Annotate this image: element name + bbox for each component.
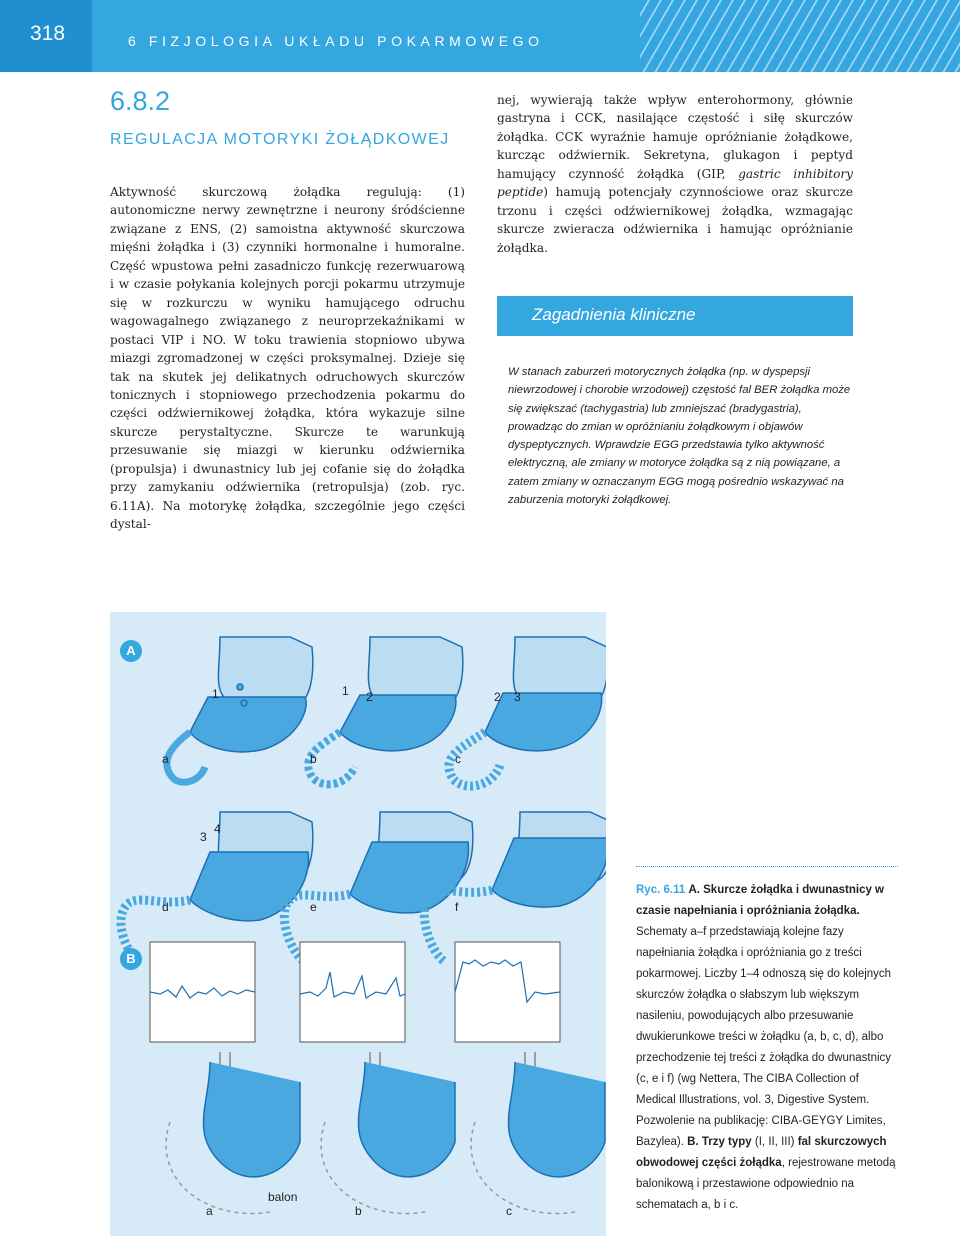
contraction-number: 4: [214, 822, 221, 836]
clinical-box-text: W stanach zaburzeń motorycznych żołądka (np. w dyspepsji niewrzodowej i chorobie wrzodowej) częstość fal BER żołądka może się zwiększać (tachygastria) lub zmniejszać (bradygastria), prowadząc do zmian w opróżnianiu żołądkowym i objawów dyspeptycznych. Wprawdzie EGG przedstawia tylko aktywność elektryczną, ale zmiany w motoryce żołądka są z nią powiązane, a zatem zmiany w oznaczanym EGG mogą pośrednio wskazywać na zaburzenia motoryki żołądkowej.: [508, 366, 851, 507]
clinical-box-title: Zagadnienia kliniczne: [532, 305, 696, 324]
chapter-title: 6 FIZJOLOGIA UKŁADU POKARMOWEGO: [128, 33, 544, 49]
panel-a-badge: A: [120, 640, 142, 662]
label-e-row2: e: [310, 900, 317, 914]
label-a-row1: a: [162, 752, 169, 766]
caption-b-mid: (I, II, III): [751, 1136, 798, 1148]
stomach-c: [449, 637, 606, 786]
stomach-b: [308, 637, 463, 784]
body-text-right: [497, 91, 853, 257]
header-band: [0, 0, 960, 72]
section-number: 6.8.2: [110, 86, 171, 116]
recording-c: [455, 942, 560, 1082]
contraction-number: 1: [342, 684, 349, 698]
label-balloon: balon: [268, 1190, 298, 1204]
lower-stomach-b: [321, 1062, 455, 1214]
contraction-number: 2: [366, 690, 373, 704]
label-b-row1: b: [310, 752, 317, 766]
caption-rule: [636, 866, 898, 867]
panel-b-badge: B: [120, 948, 142, 970]
caption-a-text: Schematy a–f przedstawiają kolejne fazy napełniania żołądka i opróżniania go z treści pokarmowej. Liczby 1–4 odnoszą się do kolejnych skurczów żołądka o słabszym lub większym nasileniu, powodujących albo przesuwanie dwukierunkowe treści w żołądku (a, b, c, d), albo przechodzenie tej treści z żołądka do dwunastnicy (c, e i f) (wg Nettera, The CIBA Collection of Medical Illustrations, vol. 3, Digestive System. Pozwolenie na publikację: CIBA-GEYGY Limites, Bazylea).: [636, 926, 892, 1148]
caption-b-title: Trzy typy: [701, 1136, 752, 1148]
body-text-left: [110, 183, 465, 534]
recording-b: [300, 942, 405, 1082]
caption-b-label: B.: [687, 1136, 699, 1148]
paragraph-hormones-b: ) hamują potencjały czynnościowe oraz skurcze trzonu i części odźwiernikowej żołądka, wzmagając skurcze zwieracza odźwiernika i hamując opróżnianie żołądka.: [497, 185, 853, 255]
stomach-a: [167, 637, 313, 782]
recording-a: [150, 942, 255, 1082]
label-c-row1: c: [455, 752, 461, 766]
contraction-number: 1: [212, 687, 219, 701]
label-d-row2: d: [162, 900, 169, 914]
clinical-box-header: [497, 296, 853, 336]
contraction-number: 3: [200, 830, 207, 844]
caption-b-title2: fal skurczowych obwodowej części żołądka: [636, 1136, 887, 1169]
label-c-panel-b: c: [506, 1204, 512, 1218]
lower-stomach-c: [471, 1062, 605, 1214]
contraction-number: 2: [494, 690, 501, 704]
figure-panel: [110, 612, 606, 1236]
label-f-row2: f: [455, 900, 459, 914]
caption-a-title: Skurcze żołądka i dwunastnicy w czasie napełniania i opróżniania żołądka.: [636, 884, 885, 917]
label-a-panel-b: a: [206, 1204, 213, 1218]
label-b-panel-b: b: [355, 1204, 362, 1218]
caption-b-text: , rejestrowane metodą balonikową i przestawione odpowiednio na schematach a, b i c.: [636, 1157, 896, 1211]
paragraph-hormones-a: nej, wywierają także wpływ enterohormony, głównie gastryna i CCK, nasilające częstość i siłę skurczów żołądka. CCK wyraźnie hamuje opróżnianie żołądkowe, kurcząc odźwiernik. Sekretyna, glukagon i peptyd hamujący czynność żołądka (GIP,: [497, 93, 853, 181]
caption-a-label: A.: [688, 884, 700, 896]
figure-illustration: [110, 612, 606, 1236]
paragraph-motility: Aktywność skurczową żołądka regulują: (1) autonomiczne nerwy zewnętrzne i neurony śródścienne związane z ENS, (2) samoistna aktywność skurczowa mięśni żołądka i (3) czynniki hormonalne i humoralne. Część wpustowa pełni zasadniczo funkcję rezerwuarową i w czasie połykania kolejnych porcji pokarmu utrzymuje się w rozkurczu w wyniku hamującego odruchu wagowagalnego związanego z neuroprzekaźnikami w postaci VIP i NO. W toku trawienia stopniowo ubywa miazgi zgromadzonej w części proksymalnej. Dzieje się tak na skutek jej delikatnych odruchowych skurczów tonicznych i stopniowego przechodzenia pokarmu do części odźwiernikowej żołądka, która wykazuje silne skurcze perystaltyczne. Skurcze te warunkują przesuwanie się miazgi w kierunku odźwiernika (propulsja) i dwunastnicy lub jej cofanie się do żołądka przy zamykaniu odźwiernika (retropulsja) (zob. ryc. 6.11A). Na motorykę żołądka, szczególnie jego części dystal-: [110, 185, 465, 532]
paragraph-hormones-italic: gastric inhibitory peptide: [497, 166, 854, 200]
page-number: 318: [30, 22, 66, 45]
figure-caption: [636, 880, 898, 1216]
section-title: REGULACJA MOTORYKI ŻOŁĄDKOWEJ: [110, 131, 450, 148]
contraction-number: 3: [514, 690, 521, 704]
caption-ref: Ryc. 6.11: [636, 884, 686, 896]
